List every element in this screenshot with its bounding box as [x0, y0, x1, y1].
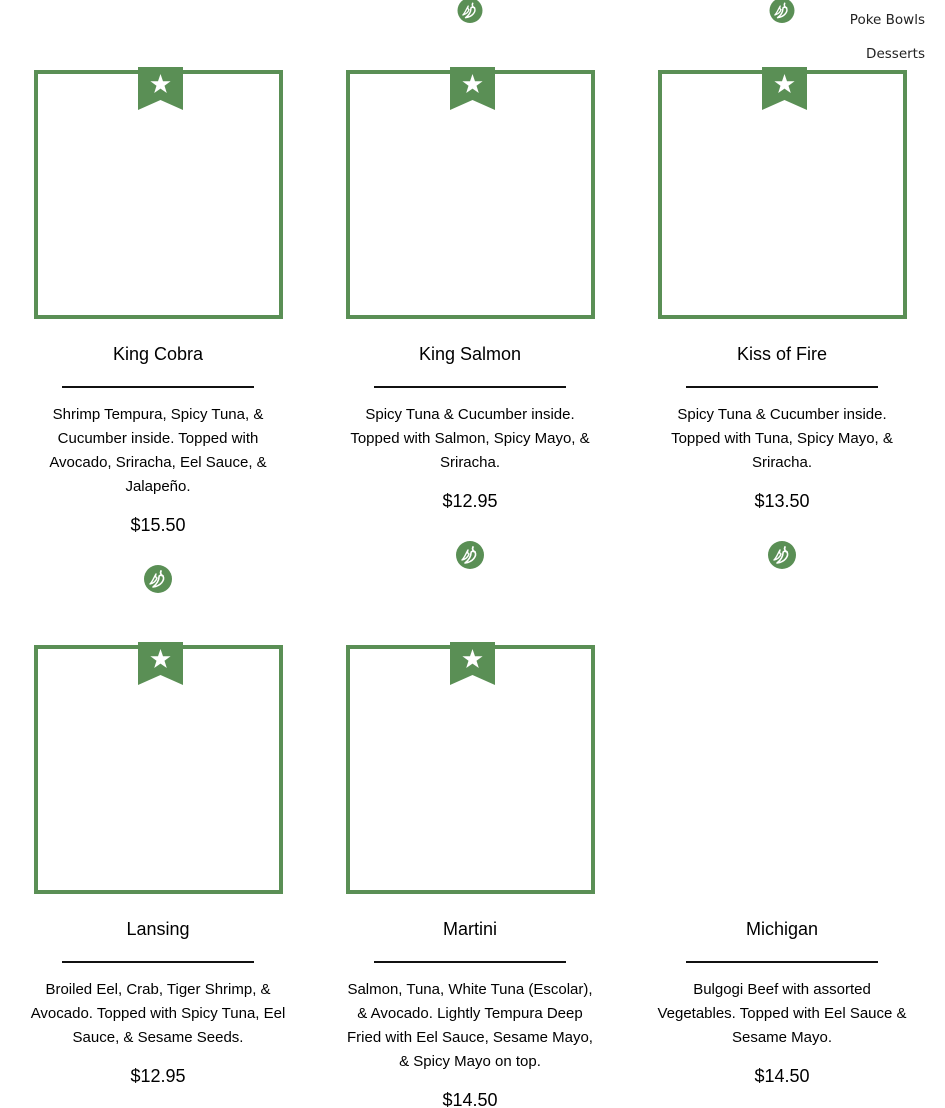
item-description: Spicy Tuna & Cucumber inside. Topped with Salmon, Spicy Mayo, & Sriracha.: [350, 406, 590, 471]
nav-link-desserts[interactable]: Desserts: [866, 46, 925, 62]
item-name: King Salmon: [418, 344, 522, 364]
item-price: $13.50: [754, 491, 810, 511]
star-bookmark-icon: [138, 67, 183, 110]
menu-item-card[interactable]: [26, 70, 290, 593]
item-price: $12.95: [130, 1066, 186, 1086]
item-image-frame: [34, 645, 283, 894]
item-price: $14.50: [754, 1066, 810, 1086]
divider: [374, 961, 566, 963]
menu-item-card[interactable]: [26, 645, 290, 1087]
chili-pepper-icon: [456, 541, 484, 569]
item-description: Shrimp Tempura, Spicy Tuna, & Cucumber inside. Topped with Avocado, Sriracha, Eel Sauce, & Jalapeño.: [49, 406, 267, 495]
divider: [686, 961, 878, 963]
item-name: Lansing: [126, 919, 190, 939]
item-description: Bulgogi Beef with assorted Vegetables. Topped with Eel Sauce & Sesame Mayo.: [657, 981, 907, 1046]
item-price: $15.50: [130, 515, 186, 535]
divider: [62, 961, 254, 963]
chili-pepper-icon: [144, 565, 172, 593]
item-description: Spicy Tuna & Cucumber inside. Topped with Tuna, Spicy Mayo, & Sriracha.: [671, 406, 893, 471]
menu-item-card[interactable]: [338, 645, 602, 1108]
menu-item-card[interactable]: [650, 70, 914, 569]
divider: [62, 386, 254, 388]
item-image-frame: [34, 70, 283, 319]
item-description: Salmon, Tuna, White Tuna (Escolar), & Avocado. Lightly Tempura Deep Fried with Eel Sauce, Sesame Mayo, & Spicy Mayo on top.: [347, 981, 593, 1070]
item-image-frame: [658, 70, 907, 319]
divider: [686, 386, 878, 388]
chili-pepper-icon: [456, 0, 484, 23]
divider: [374, 386, 566, 388]
star-bookmark-icon: [450, 642, 495, 685]
item-price: $14.50: [442, 1090, 498, 1108]
item-image-placeholder: [650, 645, 914, 894]
item-image-frame: [346, 645, 595, 894]
item-price: $12.95: [442, 491, 498, 511]
chili-pepper-icon: [768, 541, 796, 569]
item-image-frame: [346, 70, 595, 319]
nav-link-poke-bowls[interactable]: Poke Bowls: [849, 12, 925, 28]
item-name: Kiss of Fire: [736, 344, 828, 364]
star-bookmark-icon: [138, 642, 183, 685]
item-name: Michigan: [745, 919, 819, 939]
item-description: Broiled Eel, Crab, Tiger Shrimp, & Avocado. Topped with Spicy Tuna, Eel Sauce, & Sesame Seeds.: [30, 981, 286, 1046]
menu-item-card[interactable]: [338, 70, 602, 569]
star-bookmark-icon: [762, 67, 807, 110]
item-name: King Cobra: [112, 344, 204, 364]
chili-pepper-icon: [768, 0, 796, 23]
star-bookmark-icon: [450, 67, 495, 110]
item-name: Martini: [442, 919, 497, 939]
menu-item-card[interactable]: [650, 645, 914, 1087]
